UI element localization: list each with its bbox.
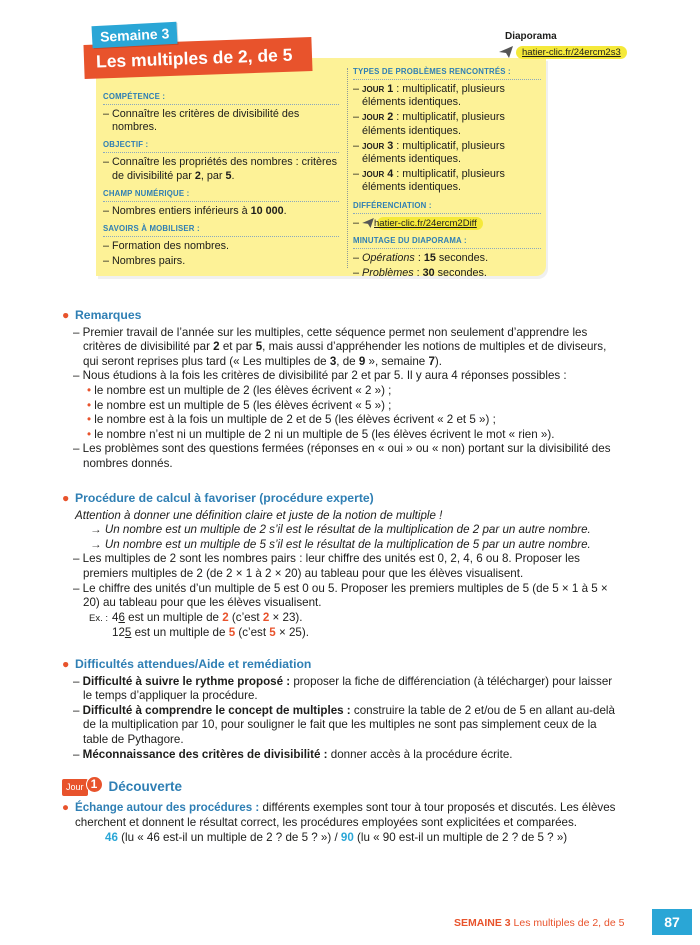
difficulte-item [62,675,617,704]
jour-tag: Jour [62,779,88,796]
remarques-sub [62,428,617,443]
competence-block [103,92,339,134]
num: 3 [329,354,337,368]
savoirs-heading: SAVOIRS À MOBILISER : [103,224,339,237]
ex-num-units: 6 [118,610,125,624]
ex-num: 12 [112,626,125,640]
jour1-bold: Échange autour des procédures : [75,801,260,814]
text: , de [336,354,359,368]
page-number: 87 [652,909,692,935]
text: (c’est [228,610,263,624]
jour1-title: Découverte [108,779,183,794]
dash: – [353,267,363,280]
diaporama-box [499,30,627,59]
remarques-sub [62,413,617,428]
dash: – [73,674,83,688]
sub-bullet: • [87,427,92,441]
difficulte-text: proposer la fiche de différenciation (à télécharger) pour laisser le temps d’appliquer la procédure. [83,674,613,703]
dash: – [353,168,363,181]
champ-end: . [283,204,287,217]
dash: – [353,111,363,124]
remarques-section [62,308,617,472]
highlight: 2 [222,610,229,624]
minutage-block [353,236,541,280]
example-line [89,626,617,641]
text: – Premier travail de l’année sur les multiples, cette séquence permet non seulement d’apprendre les critères de divisibilité par [73,325,588,354]
types-item [353,111,541,137]
minutage-num: 15 [423,251,436,264]
text: (c’est [235,626,270,640]
jour1-section [62,801,617,846]
types-text: : multiplicatif, plusieurs éléments identiques. [362,83,505,109]
difficulte-label: Difficulté à comprendre le concept de multiples : [82,703,351,717]
page-title: Les multiples de 2, de 5 [83,37,312,79]
example-number: 90 [340,831,354,845]
num: 7 [428,354,435,368]
dash: – [353,216,363,229]
competence-item: – Connaître les critères de divisibilité des nombres. [103,108,300,134]
procedure-p2: – Le chiffre des unités d’un multiple de 5 est 0 ou 5. Proposer les premiers multiples de 5 (de 5 × 1 à 5 × 20) au tableau pour que les élèves visualisent. [73,581,608,610]
highlight: 5 [228,626,236,640]
ex-num: 4 [112,610,119,624]
objectif-item [103,156,339,182]
example-label: Ex. : [89,612,109,624]
num: 5 [255,340,263,354]
difficulte-text: construire la table de 2 et/ou de 5 en allant au-delà de la multiplication par 10, pour souligner le fait que les multiples ne sont pas simplement ceux de la table de Pythagore. [83,703,615,746]
jour1-heading [62,776,183,796]
dash: – [353,83,363,95]
minutage-heading: MINUTAGE DU DIAPORAMA : [353,236,541,249]
example-question: (lu « 90 est-il un multiple de 2 ? de 5 ? ») [353,831,568,845]
sub-text: le nombre n’est ni un multiple de 2 ni un multiple de 5 (les élèves écrivent le mot « rien »). [94,427,555,441]
dash: – [73,703,83,717]
jour-number-badge: 1 [86,776,103,793]
jour-num: 1 [387,83,394,95]
procedure-def [62,523,617,538]
differenciation-item [353,217,541,230]
dash: – [353,251,363,264]
procedure-example [62,611,617,641]
jour-num: 4 [387,168,394,181]
procedure-heading [62,491,617,506]
differenciation-link[interactable]: hatier-clic.fr/24ercm2Diff [377,217,483,230]
num: 2 [213,340,220,354]
ex-num-units: 5 [124,626,132,640]
savoirs-block [103,224,339,268]
text: et par [219,340,256,354]
diaporama-label: Diaporama [505,31,557,42]
arrow-icon: → [90,537,102,551]
types-block [353,67,541,195]
remarques-p3: – Les problèmes sont des questions fermées (réponses en « oui » ou « non) portant sur la divisibilité des nombres donnés. [73,442,611,470]
procedure-intro: Attention à donner une définition claire et juste de la notion de multiple ! [75,508,443,522]
example-question: (lu « 46 est-il un multiple de 2 ? de 5 ? ») [117,831,332,845]
dash: – [353,139,363,152]
jour-num: 2 [387,111,394,124]
sub-bullet: • [87,398,92,412]
bullet: ● [62,801,70,814]
example-number: 46 [105,831,118,845]
procedure-def [62,538,617,553]
savoirs-item: – Nombres pairs. [103,255,186,268]
objectif-num-2: 2 [194,169,201,182]
champ-item [103,205,339,218]
objectif-end: . [231,169,235,182]
text: est un multiple de [124,610,223,624]
remarques-p2: – Nous étudions à la fois les critères de divisibilité par 2 et par 5. Il y aura 4 réponses possibles : [73,369,567,383]
difficulte-item [62,748,617,763]
differenciation-block [353,201,541,230]
remarques-title: Remarques [75,308,142,322]
card-divider [347,68,348,268]
footer-running-title [454,916,624,931]
sub-bullet: • [87,383,92,397]
diaporama-link[interactable]: hatier-clic.fr/24ercm2s3 [516,46,627,59]
champ-num: 10 000 [250,204,284,217]
types-text: : multiplicatif, plusieurs éléments identiques. [362,139,505,166]
text: , mais aussi d’appréhender les notions de multiples et de diviseurs, qui seront reprises plus tard (« Les multiples de [83,340,607,368]
jour-word: JOUR [362,113,385,123]
jour-num: 3 [387,139,394,152]
minutage-unit: secondes. [435,251,489,264]
minutage-item [353,252,541,265]
difficultes-section [62,657,617,762]
bullet: ● [62,308,70,322]
bullet: ● [62,491,70,505]
types-heading: TYPES DE PROBLÈMES RENCONTRÉS : [353,67,541,80]
jour1-text [62,801,617,830]
dash: – [73,747,83,761]
jour1-body: différents exemples sont tour à tour proposés et discutés. Les élèves cherchent et donnent le résultat correct, les procédures employées sont explicitées et comparées. [75,801,616,829]
remarques-heading [62,308,617,323]
procedure-p1: – Les multiples de 2 sont les nombres pairs : leur chiffre des unités est 0, 2, 4, 6 ou 8. Proposer les premiers multiples de 2 (de 2 × 1 à 2 × 20) au tableau pour que les élèves visualisent. [73,552,580,580]
jour1-examples [62,831,617,846]
text: est un multiple de [131,626,229,640]
types-text: : multiplicatif, plusieurs éléments identiques. [362,111,505,137]
jour-word: JOUR [362,170,385,180]
jour-word: JOUR [362,141,385,151]
procedure-section [62,491,617,641]
minutage-unit: secondes. [434,267,487,280]
paper-plane-icon [362,218,374,228]
minutage-label: Opérations [362,251,415,264]
bullet: ● [62,657,70,671]
objectif-heading: OBJECTIF : [103,140,339,153]
difficultes-title: Difficultés attendues/Aide et remédiation [75,657,312,671]
footer-semaine: SEMAINE 3 [454,917,511,929]
difficulte-label: Méconnaissance des critères de divisibilité : [82,747,328,761]
jour-word: JOUR [362,85,385,94]
def-text: Un nombre est un multiple de 5 s’il est le résultat de la multiplication de 5 par un autre nombre. [104,537,591,551]
difficulte-text: donner accès à la procédure écrite. [327,747,513,761]
objectif-mid: , par [200,169,226,182]
sub-bullet: • [87,413,92,427]
separator: / [331,831,341,845]
arrow-icon: → [90,523,102,537]
objectif-num-5: 5 [225,169,232,182]
procedure-title: Procédure de calcul à favoriser (procédure experte) [75,491,374,505]
types-item [353,140,541,166]
difficulte-label: Difficulté à suivre le rythme proposé : [82,674,291,688]
minutage-label: Problèmes [362,267,414,280]
week-label: Semaine 3 [91,22,177,48]
def-text: Un nombre est un multiple de 2 s’il est le résultat de la multiplication de 2 par un autre nombre. [104,523,591,537]
colon: : [413,267,423,280]
card-right-column [353,67,541,286]
minutage-item [353,267,541,280]
colon: : [414,251,424,264]
text: × 25). [275,626,309,640]
remarques-sub [62,399,617,414]
sub-text: le nombre est un multiple de 2 (les élèves écrivent « 2 ») ; [94,383,392,397]
card-left-column [103,92,339,274]
champ-text: – Nombres entiers inférieurs à [103,204,251,217]
minutage-num: 30 [422,267,435,280]
example-line [89,611,617,627]
highlight: 2 [262,610,270,624]
sub-text: le nombre est un multiple de 5 (les élèves écrivent « 5 ») ; [94,398,392,412]
objectif-text: – Connaître les propriétés des nombres : critères de divisibilité par [103,156,338,182]
text: ). [434,354,442,368]
competence-heading: COMPÉTENCE : [103,92,339,105]
champ-block [103,189,339,218]
sub-text: le nombre est à la fois un multiple de 2 et de 5 (les élèves écrivent « 2 et 5 ») ; [94,413,496,427]
remarques-sub [62,384,617,399]
difficulte-item [62,704,617,748]
differenciation-heading: DIFFÉRENCIATION : [353,201,541,214]
types-item [353,168,541,194]
difficultes-heading [62,657,617,672]
footer-title: Les multiples de 2, de 5 [513,917,625,929]
text: », semaine [365,354,429,368]
num: 9 [358,354,366,368]
text: × 23). [269,610,303,624]
champ-heading: CHAMP NUMÉRIQUE : [103,189,339,202]
paper-plane-icon [499,46,513,58]
savoirs-item: – Formation des nombres. [103,240,230,253]
objectif-block [103,140,339,182]
remarques-p1 [62,326,617,370]
types-item [353,83,541,109]
highlight: 5 [269,626,276,640]
types-text: : multiplicatif, plusieurs éléments identiques. [362,168,505,194]
